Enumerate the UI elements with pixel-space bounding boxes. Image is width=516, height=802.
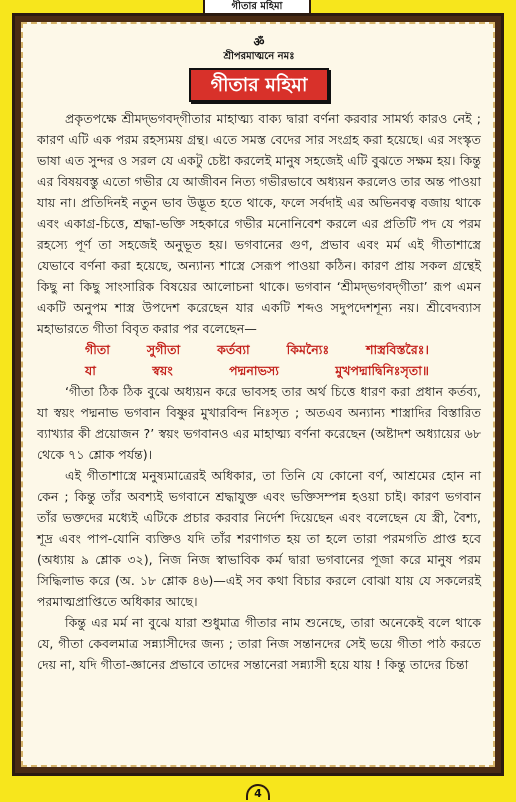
page-number: 4: [246, 784, 270, 800]
verse-word: শাস্ত্রবিস্তরৈঃ।: [366, 342, 429, 357]
verse-word: স্বয়ং: [152, 363, 173, 378]
verse-word: কিমন্যৈঃ: [286, 342, 330, 357]
page-frame: [12, 13, 504, 776]
verse-line-2: [37, 360, 481, 381]
paragraph-4: কিন্তু এর মর্ম না বুঝে যারা শুধুমাত্র গীতার নাম শুনেছে, তারা অনেকেই বলে থাকে যে, গীতা কেবলমাত্র সন্ন্যাসীদের জন্য ; তারা নিজ সন্তানদের সেই ভয়ে গীতা পাঠ করতে দেয় না, যদি গীতা-জ্ঞানের প্রভাবে তাদের সন্তানেরা সন্ন্যাসী হয়ে যায় ! কিন্তু তাদের চিন্তা: [37, 615, 481, 672]
running-header: গীতার মহিমা: [203, 0, 311, 15]
chapter-title: গীতার মহিমা: [189, 68, 329, 102]
verse-word: পদ্মনাভস্য: [229, 363, 279, 378]
verse-word: সুগীতা: [146, 342, 181, 357]
verse-word: কর্তব্যা: [217, 342, 250, 357]
paragraph-2: ‘গীতা ঠিক ঠিক বুঝে অধ্যয়ন করে ভাবসহ তার অর্থ চিত্তে ধারণ করা প্রধান কর্তব্য, যা স্বয়ং পদ্মনাভ ভগবান বিষ্ণুর মুখারবিন্দ নিঃসৃত ; অতএব অন্যান্য শাস্ত্রাদির বিস্তারিত ব্যাখ্যার কী প্রয়োজন ?’ স্বয়ং ভগবানও এর মাহাত্ম্য বর্ণনা করেছেন (অষ্টাদশ অধ্যায়ের ৬৮ থেকে ৭১ শ্লোক পর্যন্ত)।: [37, 384, 481, 462]
verse-word: যা: [85, 363, 96, 378]
verse-word: গীতা: [85, 342, 110, 357]
verse-word: মুখপদ্মাদ্বিনিঃসৃতা॥: [335, 363, 429, 378]
verse-line-1: [37, 339, 481, 360]
paragraph-1: প্রকৃতপক্ষে শ্রীমদ্‌ভগবদ্‌গীতার মাহাত্ম্য বাক্য দ্বারা বর্ণনা করবার সামর্থ্য কারও নেই ; কারণ এটি এক পরম রহস্যময় গ্রন্থ। এতে সমস্ত বেদের সার সংগ্রহ করা হয়েছে। এর সংস্কৃত ভাষা এত সুন্দর ও সরল যে একটু চেষ্টা করলেই মানুষ সহজেই এটি বুঝতে সক্ষম হয়। কিন্তু এর বিষয়বস্তু এতো গভীর যে আজীবন নিত্য গভীরভাবে অধ্যয়ন করলেও তার অন্ত পাওয়া যায় না। প্রতিদিনই নতুন ভাব উদ্ভূত হতে থাকে, ফলে সর্বদাই এর অভিনবত্ব বজায় থাকে এবং একাগ্র-চিত্তে, শ্রদ্ধা-ভক্তি সহকারে গভীর মনোনিবেশ করলে এর প্রতিটি পদ যে পরম রহস্যে পূর্ণ তা সহজেই অনুভূত হয়। ভগবানের গুণ, প্রভাব এবং মর্ম এই গীতাশাস্ত্রে যেভাবে বর্ণনা করা হয়েছে, অন্যান্য শাস্ত্রে সেরূপ পাওয়া কঠিন। কারণ প্রায় সকল গ্রন্থেই কিছু না কিছু সাংসারিক বিষয়ের আলোচনা থাকে। ভগবান ‘শ্রীমদ্‌ভগবদ্‌গীতা’ রূপ এমন একটি অনুপম শাস্ত্র উপদেশ করেছেন যার একটি শব্দও সদুপদেশশূন্য নয়। শ্রীবেদব্যাস মহাভারতে গীতা বিবৃত করার পর বলেছেন—: [37, 111, 481, 336]
paragraph-3: এই গীতাশাস্ত্রে মনুষ্যমাত্রেরই অধিকার, তা তিনি যে কোনো বর্ণ, আশ্রমের হোন না কেন ; কিন্তু তাঁর অবশ্যই ভগবানে শ্রদ্ধাযুক্ত এবং ভক্তিসম্পন্ন হওয়া চাই। কারণ ভগবান তাঁর ভক্তদের মধ্যেই এটিকে প্রচার করবার নির্দেশ দিয়েছেন এবং বলেছেন যে স্ত্রী, বৈশ্য, শূদ্র এবং পাপ-যোনি ব্যক্তিও যদি তাঁর শরণাগত হয় তা হলে তারা পরমগতি প্রাপ্ত হবে (অধ্যায় ৯ শ্লোক ৩২), নিজ নিজ স্বাভাবিক কর্ম দ্বারা ভগবানের পূজা করে মানুষ পরম সিদ্ধিলাভ করে (অ. ১৮ শ্লোক ৪৬)—এই সব কথা বিচার করলে বোঝা যায় যে সকলেরই পরমাত্মপ্রাপ্তিতে অধিকার আছে।: [37, 468, 481, 609]
page-content: [21, 22, 495, 767]
om-symbol: ॐ: [253, 35, 265, 49]
invocation-line: শ্রীপরমাত্মনে নমঃ: [223, 51, 295, 62]
